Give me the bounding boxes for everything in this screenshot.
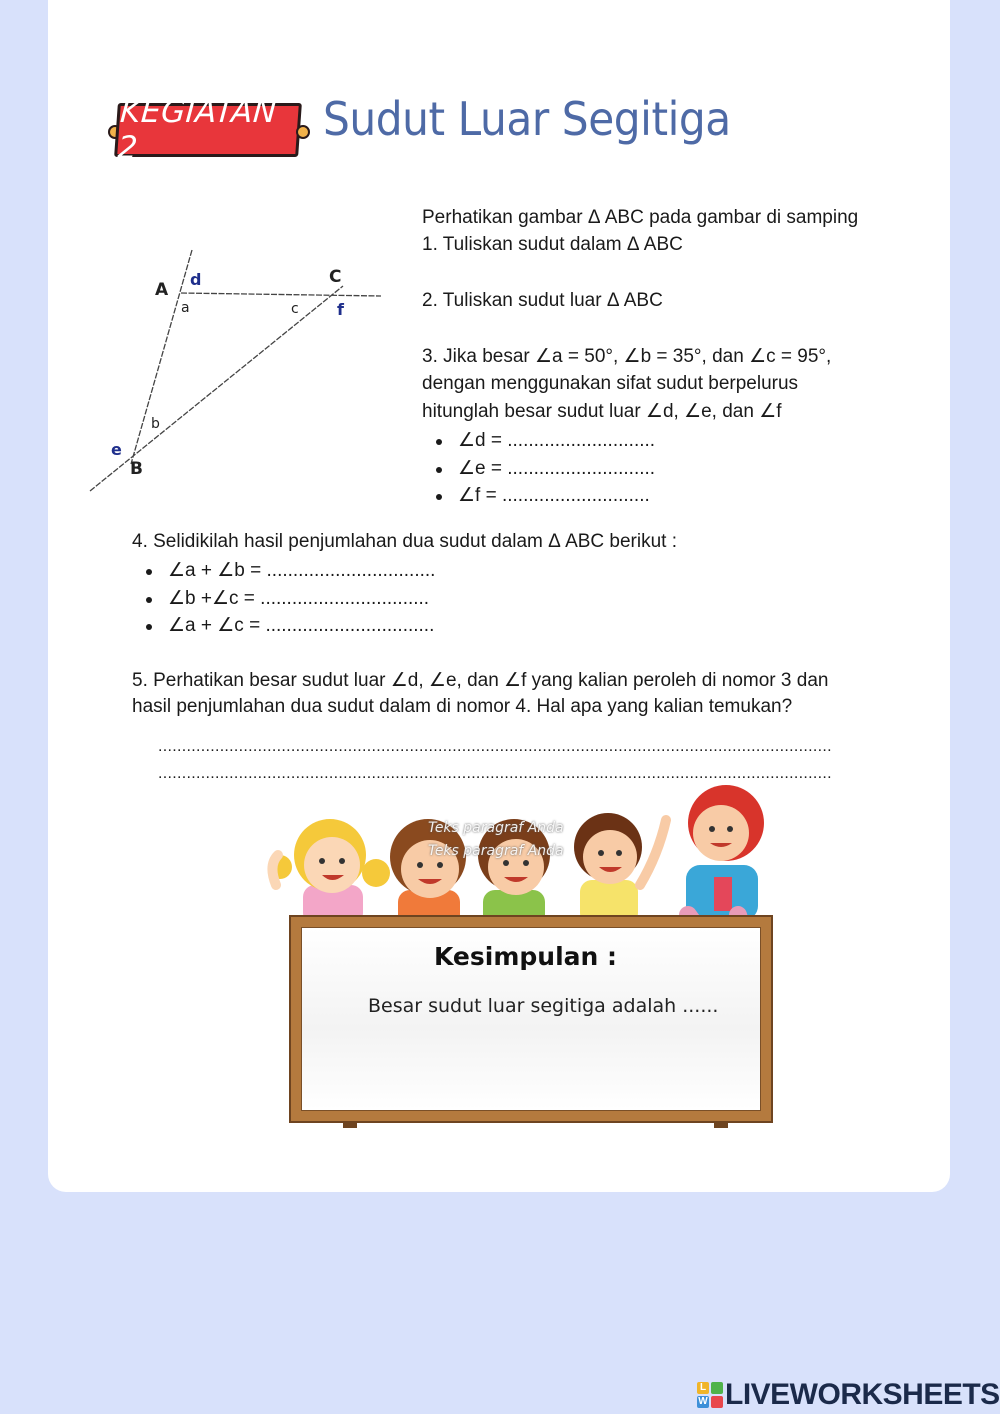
answer-sum-a-b[interactable]: ∠a + ∠b = ................................ [168,557,435,585]
question-1: 1. Tuliskan sudut dalam Δ ABC [422,234,683,255]
answer-line-2[interactable]: .............................................................................................................................................. [158,765,832,782]
angle-a-label: a [181,300,190,316]
answer-angle-d[interactable]: ∠d = ............................ [458,427,655,455]
liveworksheets-brand: LIVEWORKSHEETS [725,1378,1000,1411]
logo-letter-l: L [697,1382,709,1394]
question-5-line-2: hasil penjumlahan dua sudut dalam di nomor 4. Hal apa yang kalian temukan? [132,696,793,717]
logo-letter-w: W [698,1396,708,1407]
question-3-line-2: dengan menggunakan sifat sudut berpelurus [422,373,799,394]
line-bc [90,286,343,491]
liveworksheets-mark-icon [697,1382,723,1408]
angle-b-label: b [151,416,160,432]
placeholder-text-1: Teks paragraf Anda [428,820,564,836]
page-title: Sudut Luar Segitiga [323,92,731,146]
angle-e-label: e [111,440,122,459]
question-4: 4. Selidikilah hasil penjumlahan dua sudut dalam Δ ABC berikut : [132,531,678,552]
vertex-a-label: A [155,280,169,300]
answer-line-1[interactable]: .............................................................................................................................................. [158,738,832,755]
answer-angle-f[interactable]: ∠f = ............................ [458,482,655,510]
triangle-abc-figure [85,240,390,500]
angle-f-label: f [337,300,344,319]
board-leg-right [714,1121,728,1128]
angle-d-label: d [190,270,202,289]
badge-right-pin-icon [296,125,310,139]
line-ac [181,293,381,296]
answer-angle-e[interactable]: ∠e = ............................ [458,455,655,483]
conclusion-title: Kesimpulan : [434,942,618,971]
activity-badge: KEGIATAN 2 [114,103,302,157]
answer-sum-a-c[interactable]: ∠a + ∠c = ................................ [168,612,435,640]
intro-text: Perhatikan gambar Δ ABC pada gambar di samping [422,207,859,228]
board-leg-left [343,1121,357,1128]
question-5-line-1: 5. Perhatikan besar sudut luar ∠d, ∠e, dan ∠f yang kalian peroleh di nomor 3 dan [132,670,829,691]
kid-girl-blonde [268,819,390,925]
angle-c-label: c [291,301,299,317]
answer-sum-b-c[interactable]: ∠b +∠c = ................................ [168,585,435,613]
conclusion-text[interactable]: Besar sudut luar segitiga adalah ...... [368,995,719,1017]
placeholder-text-2: Teks paragraf Anda [428,843,564,859]
question-2: 2. Tuliskan sudut luar Δ ABC [422,290,663,311]
vertex-c-label: C [329,267,342,287]
question-4-answers [168,557,435,640]
liveworksheets-logo[interactable] [697,1378,1000,1412]
question-3-line-1: 3. Jika besar ∠a = 50°, ∠b = 35°, dan ∠c = 95°, [422,346,832,367]
question-3-answers [458,427,655,510]
vertex-b-label: B [130,459,143,479]
question-3-line-3: hitunglah besar sudut luar ∠d, ∠e, dan ∠f [422,401,782,422]
kid-girl-waving [574,813,666,925]
